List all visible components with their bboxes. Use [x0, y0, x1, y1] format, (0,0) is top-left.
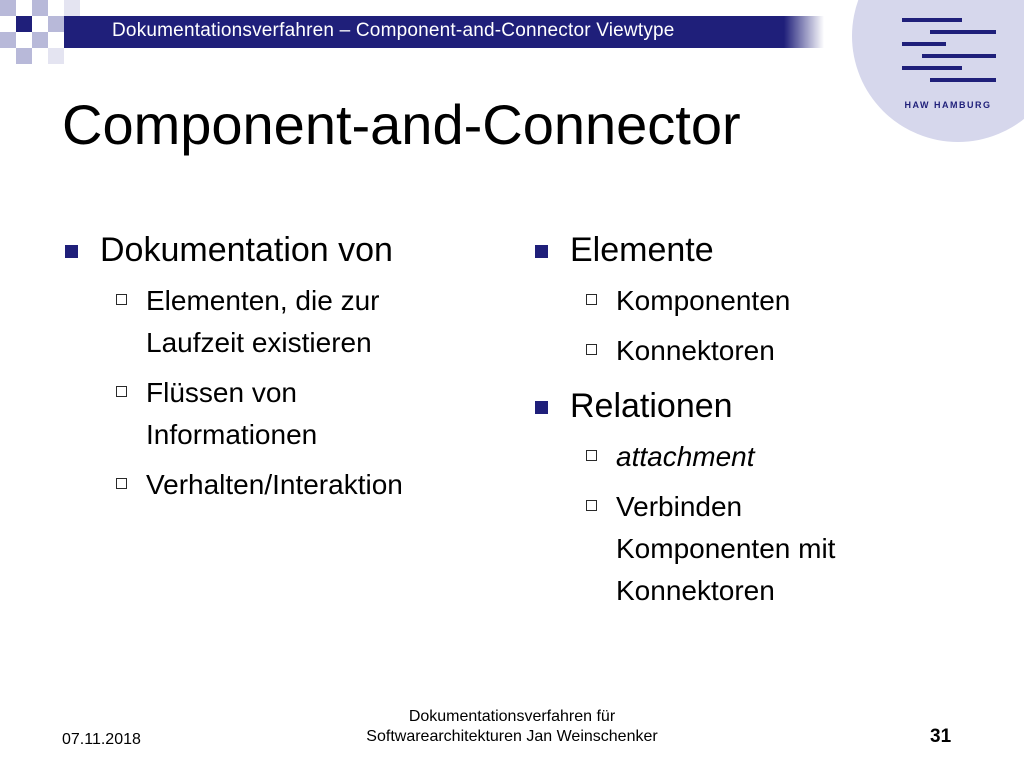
right-column	[532, 230, 912, 620]
bullet-heading: Relationen	[570, 387, 733, 425]
hollow-square-bullet-icon	[586, 344, 597, 355]
logo-text: HAW HAMBURG	[904, 100, 992, 110]
bullet-heading: Elemente	[570, 231, 714, 269]
bullet-level2	[532, 436, 912, 478]
bullet-text: Verbinden Komponenten mit Konnektoren	[616, 491, 836, 606]
hollow-square-bullet-icon	[116, 478, 127, 489]
header-banner-text: Dokumentationsverfahren – Component-and-Connector Viewtype	[112, 20, 675, 41]
hollow-square-bullet-icon	[586, 450, 597, 461]
hollow-square-bullet-icon	[116, 294, 127, 305]
bullet-text: Verhalten/Interaktion	[146, 469, 403, 500]
bullet-level2	[532, 280, 912, 322]
left-column	[62, 230, 482, 514]
hollow-square-bullet-icon	[586, 294, 597, 305]
bullet-text: Flüssen von Informationen	[146, 377, 318, 450]
bullet-heading: Dokumentation von	[100, 231, 393, 269]
bullet-level2	[532, 330, 912, 372]
bullet-level2	[532, 486, 912, 612]
hollow-square-bullet-icon	[116, 386, 127, 397]
bullet-text: Elementen, die zur Laufzeit existieren	[146, 285, 380, 358]
bullet-text: attachment	[616, 441, 755, 472]
square-bullet-icon	[535, 245, 548, 258]
page-number: 31	[930, 726, 952, 747]
slide-title: Component-and-Connector	[62, 93, 741, 156]
bullet-level2	[62, 464, 482, 506]
square-bullet-icon	[535, 401, 548, 414]
footer-center	[300, 707, 724, 747]
bullet-text: Konnektoren	[616, 335, 775, 366]
bullet-level1	[532, 386, 912, 426]
bullet-level1	[532, 230, 912, 270]
bullet-level1	[62, 230, 482, 270]
bullet-level2	[62, 372, 482, 456]
square-bullet-icon	[65, 245, 78, 258]
bullet-text: Komponenten	[616, 285, 791, 316]
footer-center-line1: Dokumentationsverfahren für	[408, 708, 616, 725]
footer-center-line2: Softwarearchitekturen Jan Weinschenker	[366, 728, 658, 745]
bullet-level2	[62, 280, 482, 364]
footer-date: 07.11.2018	[62, 731, 141, 748]
hollow-square-bullet-icon	[586, 500, 597, 511]
